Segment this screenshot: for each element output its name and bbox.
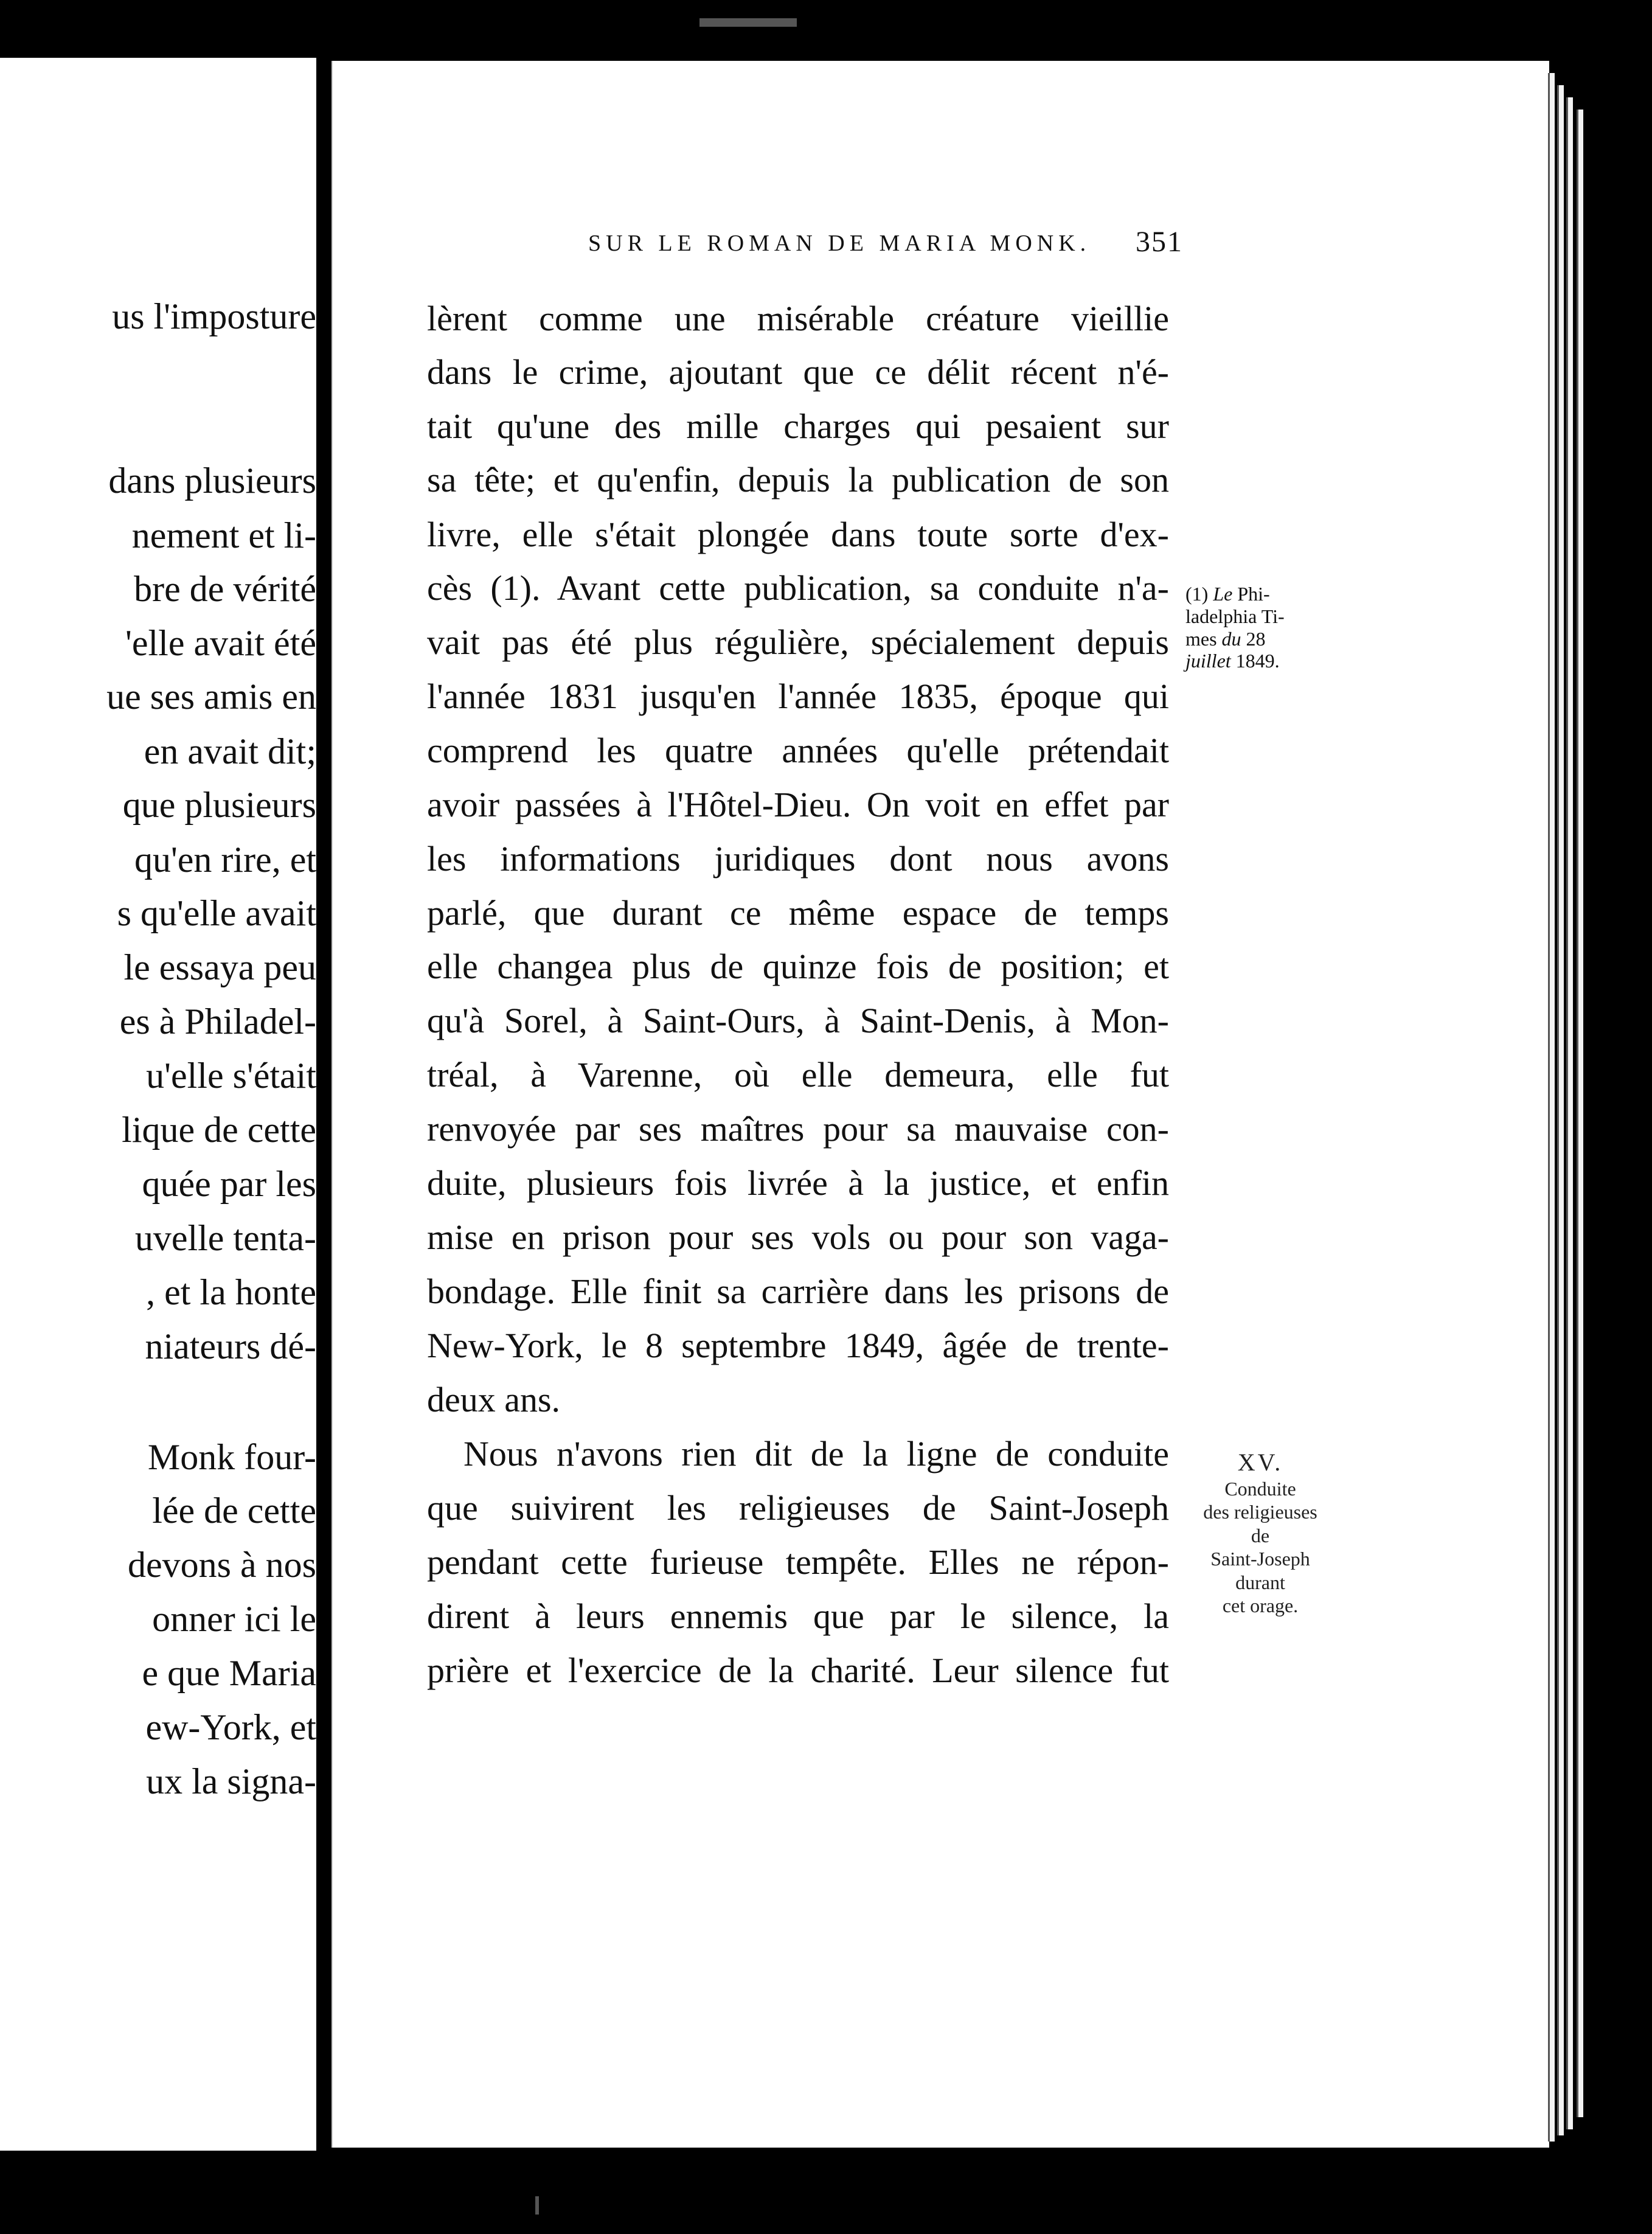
left-page-line: s qu'elle avait bbox=[117, 893, 316, 933]
body-line: tréal, à Varenne, où elle demeura, elle fut bbox=[427, 1055, 1169, 1094]
left-page-line: es à Philadel- bbox=[119, 1001, 316, 1042]
body-line: qu'à Sorel, à Saint-Ours, à Saint-Denis, à Mon- bbox=[427, 1001, 1169, 1040]
footnote-text: du bbox=[1221, 627, 1241, 650]
footnote-text: mes bbox=[1185, 627, 1217, 650]
body-line: cès (1). Avant cette publication, sa conduite n'a- bbox=[427, 568, 1169, 608]
margin-footnote bbox=[1185, 583, 1285, 672]
section-heading-line: Conduite bbox=[1224, 1478, 1296, 1500]
left-page-line: uvelle tenta- bbox=[134, 1218, 316, 1258]
left-page-line: lée de cette bbox=[152, 1491, 316, 1531]
body-line: bondage. Elle finit sa carrière dans les prisons de bbox=[427, 1272, 1169, 1311]
left-page-line: que plusieurs bbox=[122, 785, 316, 825]
left-page-line: nement et li- bbox=[131, 515, 316, 555]
body-line: mise en prison pour ses vols ou pour son vaga- bbox=[427, 1217, 1169, 1257]
body-line: renvoyée par ses maîtres pour sa mauvaise con- bbox=[427, 1109, 1169, 1149]
body-line: que suivirent les religieuses de Saint-Joseph bbox=[427, 1488, 1169, 1528]
body-line: duite, plusieurs fois livrée à la justice, et enfin bbox=[427, 1163, 1169, 1203]
footnote-text: Le bbox=[1213, 583, 1233, 605]
footnote-text: Phi- bbox=[1237, 583, 1270, 605]
body-line: dans le crime, ajoutant que ce délit récent n'é- bbox=[427, 352, 1169, 392]
left-page-line: qu'en rire, et bbox=[134, 840, 316, 880]
section-heading-line: Saint-Joseph bbox=[1210, 1548, 1310, 1570]
body-line: elle changea plus de quinze fois de position; et bbox=[427, 947, 1169, 986]
body-line: pendant cette furieuse tempête. Elles ne répon- bbox=[427, 1542, 1169, 1582]
left-page-line: devons à nos bbox=[128, 1545, 316, 1585]
page-edge bbox=[1557, 85, 1564, 2135]
body-line: l'année 1831 jusqu'en l'année 1835, époque qui bbox=[427, 677, 1169, 716]
left-page-line: ue ses amis en bbox=[106, 677, 316, 717]
left-page-line: bre de vérité bbox=[134, 569, 316, 609]
section-heading-line: durant bbox=[1235, 1571, 1285, 1593]
left-page-line: lique de cette bbox=[122, 1110, 316, 1150]
section-heading-line: cet orage. bbox=[1222, 1594, 1299, 1616]
footnote-text: juillet bbox=[1185, 650, 1231, 672]
left-page-line: en avait dit; bbox=[144, 731, 316, 771]
body-line: prière et l'exercice de la charité. Leur silence fut bbox=[427, 1651, 1169, 1690]
left-page-line: onner ici le bbox=[152, 1599, 316, 1639]
section-numeral: XV. bbox=[1237, 1449, 1283, 1476]
page-edge bbox=[1577, 110, 1583, 2117]
footnote-text: 28 bbox=[1246, 627, 1266, 650]
body-line: livre, elle s'était plongée dans toute sorte d'ex- bbox=[427, 515, 1169, 554]
body-line: Nous n'avons rien dit de la ligne de conduite bbox=[463, 1434, 1169, 1474]
body-line: New-York, le 8 septembre 1849, âgée de trente- bbox=[427, 1326, 1169, 1365]
left-page-line: , et la honte bbox=[146, 1272, 316, 1312]
body-line: les informations juridiques dont nous avons bbox=[427, 839, 1169, 879]
section-heading-line: des religieuses bbox=[1203, 1501, 1317, 1523]
page-edge bbox=[1566, 97, 1573, 2129]
scan-artifact bbox=[535, 2196, 539, 2215]
section-heading-line: de bbox=[1251, 1524, 1270, 1547]
left-page-line: Monk four- bbox=[147, 1437, 316, 1477]
body-line: deux ans. bbox=[427, 1380, 561, 1419]
right-page bbox=[331, 61, 1549, 2148]
left-page bbox=[0, 58, 316, 2151]
left-page-line: quée par les bbox=[142, 1164, 316, 1204]
left-page-line: niateurs dé- bbox=[145, 1326, 316, 1366]
body-line: sa tête; et qu'enfin, depuis la publication de son bbox=[427, 460, 1169, 499]
footnote-text: 1849. bbox=[1235, 650, 1280, 672]
scan-artifact bbox=[699, 18, 797, 27]
left-page-line: 'elle avait été bbox=[125, 623, 316, 663]
left-page-line: us l'imposture bbox=[112, 296, 316, 336]
footnote-marker: (1) bbox=[1185, 583, 1209, 605]
running-header: SUR LE ROMAN DE MARIA MONK. bbox=[588, 231, 1091, 256]
body-line: avoir passées à l'Hôtel-Dieu. On voit en effet par bbox=[427, 785, 1169, 824]
footnote-text: ladelphia Ti- bbox=[1185, 605, 1285, 627]
left-page-line: le essaya peu bbox=[123, 947, 316, 987]
body-line: comprend les quatre années qu'elle prétendait bbox=[427, 731, 1169, 770]
page-edge bbox=[1548, 73, 1555, 2142]
left-page-line: e que Maria bbox=[142, 1653, 316, 1693]
left-page-line: ux la signa- bbox=[146, 1761, 316, 1801]
page-number: 351 bbox=[1136, 226, 1183, 258]
body-line: dirent à leurs ennemis que par le silence, la bbox=[427, 1596, 1169, 1636]
body-line: vait pas été plus régulière, spécialement depuis bbox=[427, 622, 1169, 662]
left-page-line: ew-York, et bbox=[145, 1707, 316, 1747]
body-line: parlé, que durant ce même espace de temps bbox=[427, 893, 1169, 933]
body-line: tait qu'une des mille charges qui pesaient sur bbox=[427, 406, 1169, 446]
left-page-line: u'elle s'était bbox=[146, 1056, 316, 1096]
body-line: lèrent comme une misérable créature vieillie bbox=[427, 299, 1169, 338]
margin-section-heading bbox=[1181, 1448, 1339, 1617]
left-page-line: dans plusieurs bbox=[108, 461, 316, 501]
